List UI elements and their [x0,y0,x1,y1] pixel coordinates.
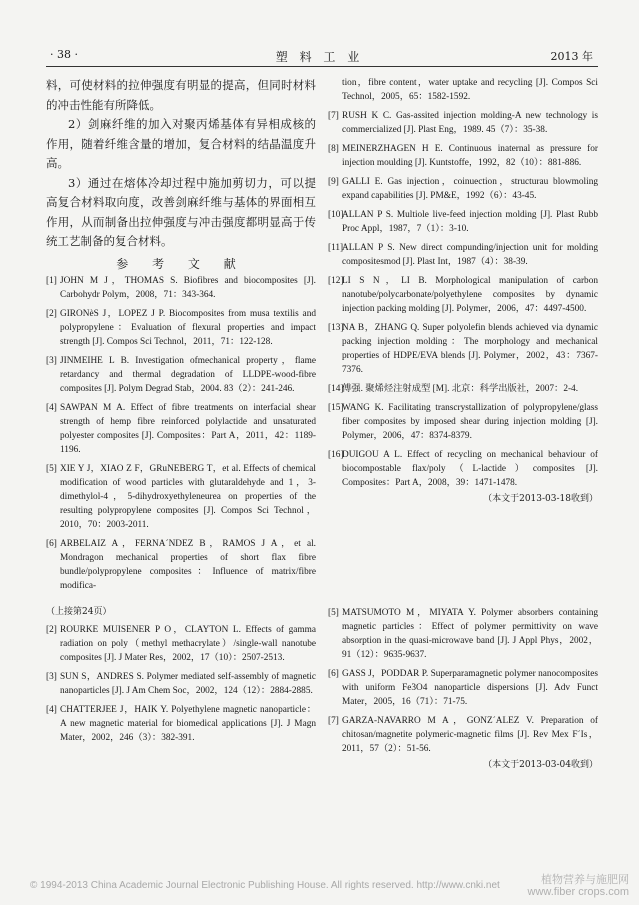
reference-item [328,448,598,490]
reference-text: SUN S，ANDRES S. Polymer mediated self-assembly of magnetic nanoparticles [J]. J Am Chem Soc，2002，124（12）：2884-2885. [60,672,316,696]
reference-text: MEINERZHAGEN H E. Continuous inaternal as pressure for injection moulding [J]. Kuntstoffe，1992，82（10）：881-886. [342,144,598,168]
reference-list-bottom-right [328,606,598,756]
reference-text: SAWPAN M A. Effect of fibre treatments on interfacial shear strength of hemp fibre reinforced polylactide and unsaturated polyester composites [J]. Composites：Part A，2011，42：1189-1196. [60,402,316,455]
conclusion-para-2: 2）剑麻纤维的加入对聚丙烯基体有异相成核的作用，随着纤维含量的增加，复合材料的结晶温度升高。 [46,117,316,170]
watermark [528,874,629,898]
reference-text: JOHN M J，THOMAS S. Biofibres and biocomposites [J]. Carbohydr Polym，2008，71：343-364. [60,275,316,300]
reference-list-right [328,76,598,490]
reference-item [328,142,598,170]
reference-text: LI S N，LI B. Morphological manipulation of carbon nanotube/polycarbonate/polyethylene composites by dynamic injection packing molding [J]. Polymer，2006，47：4497-4500. [342,276,598,314]
left-column [46,76,316,598]
reference-item [46,307,316,349]
reference-item [46,670,316,698]
references-title: 参 考 文 献 [116,256,246,271]
reference-item [328,606,598,662]
reference-text: NA B，ZHANG Q. Super polyolefin blends achieved via dynamic packing injection molding：The morphology and mechanical properties of HDPE/EVA blends [J]. Polymer，2002，43：7367-7376. [342,323,598,375]
reference-text: MATSUMOTO M，MIYATA Y. Polymer absorbers containing magnetic particles：Effect of polymer permittivity on wave absorption in the quasi-microwave band [J]. J Appl Phys，2002，91（12）：9635-9637. [342,608,598,660]
reference-text: JINMEIHE L B. Investigation ofmechanical property，flame retardancy and thermal degradation of LLDPE-wood-fibre composites [J]. Polym Degrad Stab，2004. 83（2）：241-246. [60,355,316,394]
reference-item [328,667,598,709]
reference-item [328,382,598,396]
reference-item [46,462,316,532]
reference-text: ARBELAIZ A，FERNA´NDEZ B，RAMOS J A，et al. Mondragon mechanical properties of short flax fibre bundle/polypropylene composites：Influence of matrix/fibre modifica- [60,538,316,591]
continued-from-label: （上接第24页） [46,607,112,617]
reference-number: [3] [46,355,57,366]
watermark-line-2: www.fiber crops.com [527,886,629,898]
reference-number: [10] [328,210,344,220]
reference-number: [8] [328,144,339,154]
conclusion-text [46,76,316,252]
reference-number: [12] [328,276,344,286]
footer [30,874,629,898]
reference-item [46,703,316,745]
reference-item [46,623,316,665]
reference-item [328,208,598,236]
reference-text: ROURKE MUISENER P O，CLAYTON L. Effects of gamma radiation on poly（methyl methacrylate）/single-wall nanotube composites [J]. J Mater Res，2002，17（10）：2507-2513. [60,625,316,663]
reference-text: ALLAN P S. Multiole live-feed injection molding [J]. Plast Rubb Proc Appl，1987，7（1）：3-10. [342,210,598,234]
reference-number: [4] [46,402,57,413]
reference-item [328,175,598,203]
reference-text: CHATTERJEE J，HAIK Y. Polyethylene magnetic nanoparticle：A new magnetic material for biomedical applications [J]. J Magn Mater，2002，246（3）：382-391. [60,705,316,743]
reference-text: GIRONèS J，LOPEZ J P. Biocomposites from musa textilis and polypropylene：Evaluation of flexural properties and impact strength [J]. Compos Sci Technol，2011，71：122-128. [60,308,316,347]
received-date-1: （本文于2013-03-18收到） [483,494,598,504]
copyright-text: © 1994-2013 China Academic Journal Electronic Publishing House. All rights reserved. http://www.cnki.net [30,880,500,891]
conclusion-para-3: 3）通过在熔体冷却过程中施加剪切力，可以提高复合材料取向度，改善剑麻纤维与基体的界面相互作用，从而制备出拉伸强度与冲击强度都明显高于传统工艺制备的复合材料。 [46,175,316,248]
continued-refs-right [328,606,598,772]
reference-text: tion，fibre content，water uptake and recycling [J]. Compos Sci Technol，2005，65：1582-1592. [342,78,598,102]
conclusion-para-1: 料，可使材料的拉伸强度有明显的提高，但同时材料的冲击性能有所降低。 [46,78,316,112]
continued-refs-left [46,606,316,750]
reference-number: [14] [328,384,344,394]
reference-number: [15] [328,403,344,413]
page-number: · 38 · [50,48,78,61]
reference-item [46,401,316,457]
reference-item [46,537,316,593]
reference-number: [5] [328,608,339,618]
journal-name: 塑 料 工 业 [275,50,364,64]
watermark-line-1: 植物营养与施肥网 [541,874,629,886]
reference-number: [7] [328,716,339,726]
reference-number: [1] [46,275,57,286]
reference-text: GALLI E. Gas injection，coinuection，structurau blowmoling expand capabilities [J]. PM&E，1992（6）：43-45. [342,177,598,201]
journal-year: 2013 年 [550,50,593,63]
reference-item [328,241,598,269]
reference-number: [9] [328,177,339,187]
reference-number: [7] [328,111,339,121]
reference-number: [16] [328,450,344,460]
reference-text: XIE Y J，XIAO Z F，GRuNEBERG T，et al. Effects of chemical modification of wood particles with glutaraldehyde and 1，3-dimethylol-4，5-dihydroxyethyleneurea on properties of the resulting polypropylene composites [J]. Compos Sci Technol，2010，70：2003-2011. [60,463,316,530]
reference-item [46,354,316,396]
reference-list-bottom-left [46,623,316,745]
reference-number: [2] [46,625,57,635]
reference-number: [13] [328,323,344,333]
reference-text: DUIGOU A L. Effect of recycling on mechanical behaviour of biocompostable flax/poly（L-lactide）composites [J]. Composites：Part A，2008，39：1471-1478. [342,450,598,488]
reference-number: [6] [46,538,57,549]
reference-item [328,274,598,316]
reference-number: [3] [46,672,57,682]
reference-item [46,274,316,302]
reference-number: [6] [328,669,339,679]
reference-text: GASS J，PODDAR P. Superparamagnetic polymer nanocomposites with uniform Fe3O4 nanoparticle dispersions [J]. Adv Funct Mater，2005，16（71）：71-75. [342,669,598,707]
right-column [328,76,598,506]
reference-number: [5] [46,463,57,474]
reference-item [328,321,598,377]
received-date-2: （本文于2013-03-04收到） [483,760,598,770]
reference-list-left [46,274,316,593]
reference-item [328,714,598,756]
reference-item [328,401,598,443]
reference-text: 傅强. 聚烯烃注射成型 [M]. 北京：科学出版社，2007：2-4. [342,384,579,394]
reference-text: WANG K. Facilitating transcrystallization of polypropylene/glass fiber composites by imposed shear during injection molding [J]. Polymer，2006，47：8374-8379. [342,403,598,441]
reference-text: GARZA-NAVARRO M A，GONZ´ALEZ V. Preparation of chitosan/magnetite polymeric-magnetic films [J]. Rev Mex F´Is，2011，57（2）：51-56. [342,716,598,754]
reference-text: ALLAN P S. New direct compunding/injection unit for molding compositesmod [J]. Plast Int，1987（4）：38-39. [342,243,598,267]
reference-text: RUSH K C. Gas-assited injection molding-A new technology is commercialized [J]. Plast Eng，1989. 45（7）：35-38. [342,111,598,135]
header-rule [46,66,598,67]
reference-item [328,76,598,104]
reference-number: [11] [328,243,344,253]
reference-number: [2] [46,308,57,319]
reference-number: [4] [46,705,57,715]
reference-item [328,109,598,137]
